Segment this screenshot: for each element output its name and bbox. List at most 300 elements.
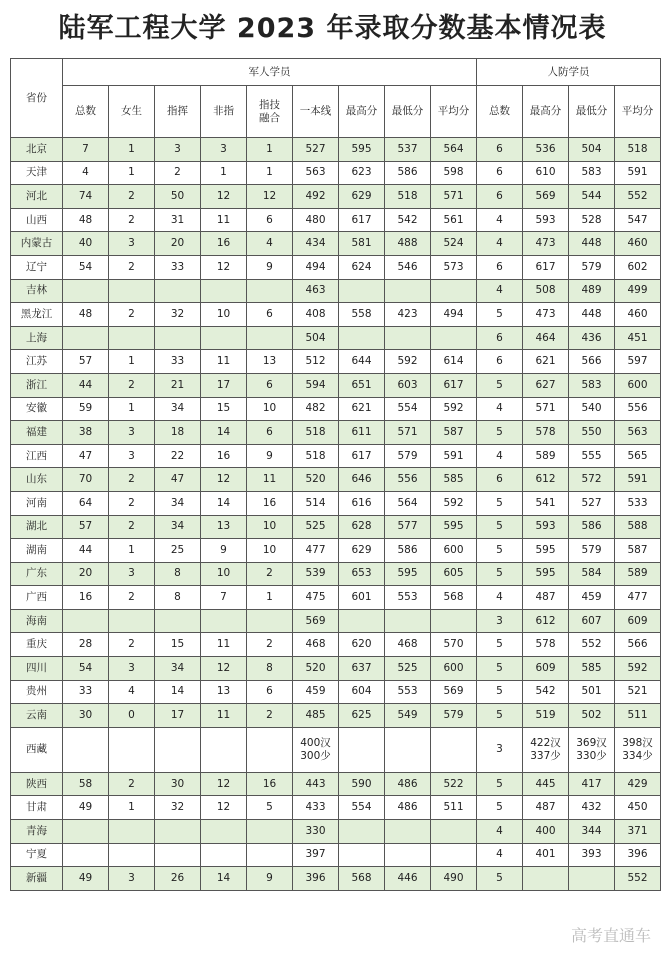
table-cell: 512 — [293, 350, 339, 374]
header-military-col: 指技 融合 — [247, 86, 293, 138]
table-cell: 578 — [523, 421, 569, 445]
table-cell — [109, 820, 155, 844]
table-cell: 570 — [431, 633, 477, 657]
table-cell — [201, 279, 247, 303]
table-cell: 585 — [569, 657, 615, 681]
table-cell: 4 — [477, 208, 523, 232]
table-cell: 1 — [247, 586, 293, 610]
province-cell: 广东 — [11, 562, 63, 586]
table-cell: 8 — [155, 586, 201, 610]
table-cell: 6 — [477, 326, 523, 350]
table-cell: 48 — [63, 208, 109, 232]
table-cell: 617 — [431, 373, 477, 397]
table-cell: 0 — [109, 704, 155, 728]
table-cell: 5 — [477, 657, 523, 681]
table-cell: 463 — [293, 279, 339, 303]
header-defense-col: 总数 — [477, 86, 523, 138]
table-cell: 459 — [569, 586, 615, 610]
table-row — [11, 350, 661, 374]
table-cell: 518 — [293, 421, 339, 445]
table-cell: 579 — [431, 704, 477, 728]
table-cell — [385, 820, 431, 844]
table-cell: 4 — [477, 232, 523, 256]
table-cell: 577 — [385, 515, 431, 539]
table-cell: 653 — [339, 562, 385, 586]
table-cell: 400 — [523, 820, 569, 844]
table-row — [11, 303, 661, 327]
table-cell: 2 — [109, 772, 155, 796]
table-cell: 4 — [477, 279, 523, 303]
table-cell: 5 — [477, 796, 523, 820]
table-cell — [247, 609, 293, 633]
table-cell: 59 — [63, 397, 109, 421]
province-cell: 宁夏 — [11, 843, 63, 867]
table-cell: 480 — [293, 208, 339, 232]
table-cell: 33 — [155, 255, 201, 279]
table-cell — [201, 843, 247, 867]
table-cell: 486 — [385, 796, 431, 820]
table-cell: 593 — [523, 208, 569, 232]
table-cell: 445 — [523, 772, 569, 796]
table-cell: 32 — [155, 303, 201, 327]
table-cell: 568 — [431, 586, 477, 610]
table-cell: 611 — [339, 421, 385, 445]
table-cell: 2 — [109, 303, 155, 327]
table-cell: 20 — [155, 232, 201, 256]
table-row — [11, 633, 661, 657]
table-cell: 3 — [155, 138, 201, 162]
table-cell: 4 — [109, 680, 155, 704]
table-cell: 586 — [385, 161, 431, 185]
table-cell: 628 — [339, 515, 385, 539]
table-cell: 9 — [247, 867, 293, 891]
table-cell: 550 — [569, 421, 615, 445]
table-cell: 541 — [523, 491, 569, 515]
table-cell — [201, 326, 247, 350]
table-cell: 609 — [615, 609, 661, 633]
table-cell: 525 — [385, 657, 431, 681]
table-cell: 533 — [615, 491, 661, 515]
header-military-col: 女生 — [109, 86, 155, 138]
table-cell: 450 — [615, 796, 661, 820]
table-cell — [385, 843, 431, 867]
table-row — [11, 704, 661, 728]
table-cell — [63, 279, 109, 303]
table-cell: 12 — [201, 796, 247, 820]
table-cell: 547 — [615, 208, 661, 232]
table-cell: 488 — [385, 232, 431, 256]
table-cell: 629 — [339, 185, 385, 209]
table-cell: 600 — [431, 657, 477, 681]
table-cell: 604 — [339, 680, 385, 704]
province-cell: 吉林 — [11, 279, 63, 303]
table-cell: 15 — [155, 633, 201, 657]
table-cell: 1 — [247, 138, 293, 162]
table-cell: 569 — [431, 680, 477, 704]
table-cell: 432 — [569, 796, 615, 820]
table-row — [11, 609, 661, 633]
table-cell: 583 — [569, 161, 615, 185]
table-cell: 34 — [155, 491, 201, 515]
table-cell: 2 — [247, 704, 293, 728]
table-cell: 499 — [615, 279, 661, 303]
province-cell: 内蒙古 — [11, 232, 63, 256]
table-cell: 397 — [293, 843, 339, 867]
table-cell: 6 — [247, 373, 293, 397]
table-cell — [155, 279, 201, 303]
table-cell: 586 — [569, 515, 615, 539]
table-cell: 591 — [615, 468, 661, 492]
table-cell: 617 — [523, 255, 569, 279]
province-cell: 安徽 — [11, 397, 63, 421]
province-cell: 天津 — [11, 161, 63, 185]
table-cell — [431, 326, 477, 350]
table-cell: 33 — [155, 350, 201, 374]
table-cell: 5 — [477, 515, 523, 539]
province-cell: 青海 — [11, 820, 63, 844]
table-cell — [339, 843, 385, 867]
table-cell: 561 — [431, 208, 477, 232]
table-cell: 592 — [385, 350, 431, 374]
table-cell: 11 — [247, 468, 293, 492]
table-cell: 585 — [431, 468, 477, 492]
table-cell: 540 — [569, 397, 615, 421]
table-row — [11, 421, 661, 445]
table-cell: 598 — [431, 161, 477, 185]
table-cell: 553 — [385, 586, 431, 610]
table-cell: 40 — [63, 232, 109, 256]
table-row — [11, 657, 661, 681]
table-cell — [339, 727, 385, 772]
table-cell — [247, 279, 293, 303]
table-cell: 527 — [569, 491, 615, 515]
table-cell — [155, 727, 201, 772]
table-cell: 556 — [385, 468, 431, 492]
province-cell: 陕西 — [11, 772, 63, 796]
table-cell: 25 — [155, 539, 201, 563]
table-row — [11, 255, 661, 279]
header-row-groups — [11, 59, 661, 86]
table-cell: 2 — [109, 185, 155, 209]
table-cell — [385, 326, 431, 350]
table-cell: 542 — [385, 208, 431, 232]
table-cell: 16 — [247, 491, 293, 515]
table-cell: 2 — [109, 255, 155, 279]
table-cell: 7 — [201, 586, 247, 610]
table-cell: 3 — [477, 727, 523, 772]
table-cell: 417 — [569, 772, 615, 796]
table-cell: 2 — [109, 633, 155, 657]
table-cell: 564 — [385, 491, 431, 515]
table-cell: 477 — [293, 539, 339, 563]
table-cell: 595 — [385, 562, 431, 586]
table-cell: 578 — [523, 633, 569, 657]
table-cell: 1 — [109, 539, 155, 563]
table-cell — [385, 609, 431, 633]
table-cell: 9 — [201, 539, 247, 563]
table-cell — [523, 867, 569, 891]
table-row — [11, 539, 661, 563]
table-cell: 539 — [293, 562, 339, 586]
table-cell: 524 — [431, 232, 477, 256]
province-cell: 湖南 — [11, 539, 63, 563]
table-cell: 621 — [339, 397, 385, 421]
table-cell — [247, 820, 293, 844]
table-cell: 475 — [293, 586, 339, 610]
table-cell: 2 — [109, 586, 155, 610]
table-cell — [155, 820, 201, 844]
table-cell: 629 — [339, 539, 385, 563]
table-cell: 57 — [63, 350, 109, 374]
table-cell: 64 — [63, 491, 109, 515]
table-cell: 464 — [523, 326, 569, 350]
table-row — [11, 326, 661, 350]
table-cell: 617 — [339, 208, 385, 232]
table-cell: 597 — [615, 350, 661, 374]
table-cell: 12 — [201, 772, 247, 796]
table-cell: 6 — [247, 208, 293, 232]
table-cell: 473 — [523, 232, 569, 256]
table-cell: 609 — [523, 657, 569, 681]
table-cell: 473 — [523, 303, 569, 327]
header-defense-col: 最低分 — [569, 86, 615, 138]
table-cell: 10 — [201, 562, 247, 586]
province-cell: 黑龙江 — [11, 303, 63, 327]
table-row — [11, 727, 661, 772]
table-cell: 30 — [155, 772, 201, 796]
table-cell: 423 — [385, 303, 431, 327]
table-cell: 5 — [477, 421, 523, 445]
table-cell: 3 — [109, 867, 155, 891]
table-cell: 433 — [293, 796, 339, 820]
table-row — [11, 208, 661, 232]
table-cell: 17 — [201, 373, 247, 397]
table-cell: 6 — [477, 138, 523, 162]
table-cell: 595 — [523, 562, 569, 586]
table-cell: 6 — [247, 421, 293, 445]
province-cell: 上海 — [11, 326, 63, 350]
table-cell: 5 — [477, 303, 523, 327]
table-row — [11, 796, 661, 820]
table-cell: 2 — [109, 208, 155, 232]
table-cell: 3 — [109, 562, 155, 586]
table-cell: 518 — [293, 444, 339, 468]
table-cell: 494 — [293, 255, 339, 279]
province-cell: 山西 — [11, 208, 63, 232]
table-cell: 1 — [109, 796, 155, 820]
table-cell: 563 — [615, 421, 661, 445]
table-cell: 70 — [63, 468, 109, 492]
table-cell: 4 — [247, 232, 293, 256]
table-cell: 9 — [247, 444, 293, 468]
header-military-col: 最低分 — [385, 86, 431, 138]
table-cell: 6 — [247, 680, 293, 704]
table-cell: 600 — [615, 373, 661, 397]
table-cell: 592 — [431, 397, 477, 421]
table-row — [11, 138, 661, 162]
table-cell: 330 — [293, 820, 339, 844]
table-cell: 14 — [201, 491, 247, 515]
table-cell: 393 — [569, 843, 615, 867]
table-cell: 344 — [569, 820, 615, 844]
table-cell: 519 — [523, 704, 569, 728]
table-cell: 603 — [385, 373, 431, 397]
table-cell: 587 — [615, 539, 661, 563]
table-cell: 47 — [63, 444, 109, 468]
table-row — [11, 468, 661, 492]
table-cell: 489 — [569, 279, 615, 303]
table-cell: 620 — [339, 633, 385, 657]
table-cell: 6 — [477, 350, 523, 374]
table-cell: 579 — [385, 444, 431, 468]
table-cell: 595 — [431, 515, 477, 539]
table-row — [11, 843, 661, 867]
table-cell — [201, 727, 247, 772]
table-cell: 571 — [523, 397, 569, 421]
table-cell: 422汉 337少 — [523, 727, 569, 772]
table-cell — [247, 843, 293, 867]
table-cell: 644 — [339, 350, 385, 374]
table-body — [11, 138, 661, 891]
table-cell: 8 — [247, 657, 293, 681]
table-cell: 624 — [339, 255, 385, 279]
table-cell: 621 — [523, 350, 569, 374]
table-cell: 565 — [615, 444, 661, 468]
table-cell: 589 — [523, 444, 569, 468]
header-row-columns — [11, 86, 661, 138]
table-cell: 477 — [615, 586, 661, 610]
table-cell: 520 — [293, 468, 339, 492]
table-cell: 398汉 334少 — [615, 727, 661, 772]
table-cell: 14 — [201, 867, 247, 891]
table-cell: 14 — [201, 421, 247, 445]
table-cell: 587 — [431, 421, 477, 445]
table-row — [11, 562, 661, 586]
table-row — [11, 586, 661, 610]
table-cell: 612 — [523, 609, 569, 633]
table-cell: 28 — [63, 633, 109, 657]
table-cell: 13 — [201, 680, 247, 704]
table-cell: 527 — [293, 138, 339, 162]
table-cell: 6 — [477, 468, 523, 492]
province-cell: 新疆 — [11, 867, 63, 891]
table-cell: 556 — [615, 397, 661, 421]
table-cell: 16 — [201, 444, 247, 468]
table-cell: 592 — [615, 657, 661, 681]
table-cell: 22 — [155, 444, 201, 468]
table-cell: 11 — [201, 208, 247, 232]
table-cell: 591 — [431, 444, 477, 468]
table-cell: 2 — [109, 373, 155, 397]
table-cell: 4 — [477, 843, 523, 867]
table-cell: 602 — [615, 255, 661, 279]
table-cell — [155, 843, 201, 867]
table-cell: 1 — [109, 138, 155, 162]
table-cell: 591 — [615, 161, 661, 185]
table-row — [11, 491, 661, 515]
table-cell — [201, 820, 247, 844]
table-row — [11, 867, 661, 891]
table-cell: 371 — [615, 820, 661, 844]
table-cell — [63, 727, 109, 772]
header-group-defense: 人防学员 — [477, 59, 661, 86]
province-cell: 福建 — [11, 421, 63, 445]
table-cell — [247, 727, 293, 772]
table-cell: 566 — [569, 350, 615, 374]
table-cell: 436 — [569, 326, 615, 350]
table-row — [11, 161, 661, 185]
table-cell: 47 — [155, 468, 201, 492]
table-cell: 2 — [109, 515, 155, 539]
table-cell: 4 — [477, 820, 523, 844]
table-cell: 49 — [63, 796, 109, 820]
table-cell: 511 — [615, 704, 661, 728]
table-cell: 5 — [477, 562, 523, 586]
table-cell: 544 — [569, 185, 615, 209]
table-cell: 30 — [63, 704, 109, 728]
table-cell: 21 — [155, 373, 201, 397]
table-cell: 16 — [63, 586, 109, 610]
table-cell: 490 — [431, 867, 477, 891]
table-cell: 1 — [247, 161, 293, 185]
table-row — [11, 680, 661, 704]
province-cell: 重庆 — [11, 633, 63, 657]
table-cell: 522 — [431, 772, 477, 796]
table-cell: 573 — [431, 255, 477, 279]
table-cell — [109, 609, 155, 633]
table-cell: 2 — [247, 633, 293, 657]
table-cell: 617 — [339, 444, 385, 468]
header-province: 省份 — [11, 59, 63, 138]
table-cell: 568 — [339, 867, 385, 891]
table-cell: 451 — [615, 326, 661, 350]
table-cell — [431, 843, 477, 867]
header-group-military: 军人学员 — [63, 59, 477, 86]
table-cell: 14 — [155, 680, 201, 704]
province-cell: 广西 — [11, 586, 63, 610]
table-cell — [339, 279, 385, 303]
province-cell: 西藏 — [11, 727, 63, 772]
table-cell: 5 — [477, 867, 523, 891]
table-cell: 4 — [477, 444, 523, 468]
table-cell — [155, 326, 201, 350]
table-cell: 504 — [293, 326, 339, 350]
table-cell — [63, 820, 109, 844]
table-cell: 49 — [63, 867, 109, 891]
table-cell: 589 — [615, 562, 661, 586]
table-cell: 5 — [477, 633, 523, 657]
table-cell: 607 — [569, 609, 615, 633]
table-cell: 627 — [523, 373, 569, 397]
table-cell: 581 — [339, 232, 385, 256]
table-cell: 525 — [293, 515, 339, 539]
table-cell: 6 — [477, 185, 523, 209]
table-cell: 487 — [523, 586, 569, 610]
table-cell: 54 — [63, 255, 109, 279]
table-cell: 5 — [477, 539, 523, 563]
table-cell: 492 — [293, 185, 339, 209]
table-cell: 590 — [339, 772, 385, 796]
province-cell: 河南 — [11, 491, 63, 515]
province-cell: 辽宁 — [11, 255, 63, 279]
table-cell: 11 — [201, 633, 247, 657]
table-cell: 579 — [569, 255, 615, 279]
table-cell: 554 — [339, 796, 385, 820]
table-cell: 11 — [201, 350, 247, 374]
table-row — [11, 444, 661, 468]
table-cell: 623 — [339, 161, 385, 185]
page-title: 陆军工程大学 2023 年录取分数基本情况表 — [58, 13, 607, 44]
